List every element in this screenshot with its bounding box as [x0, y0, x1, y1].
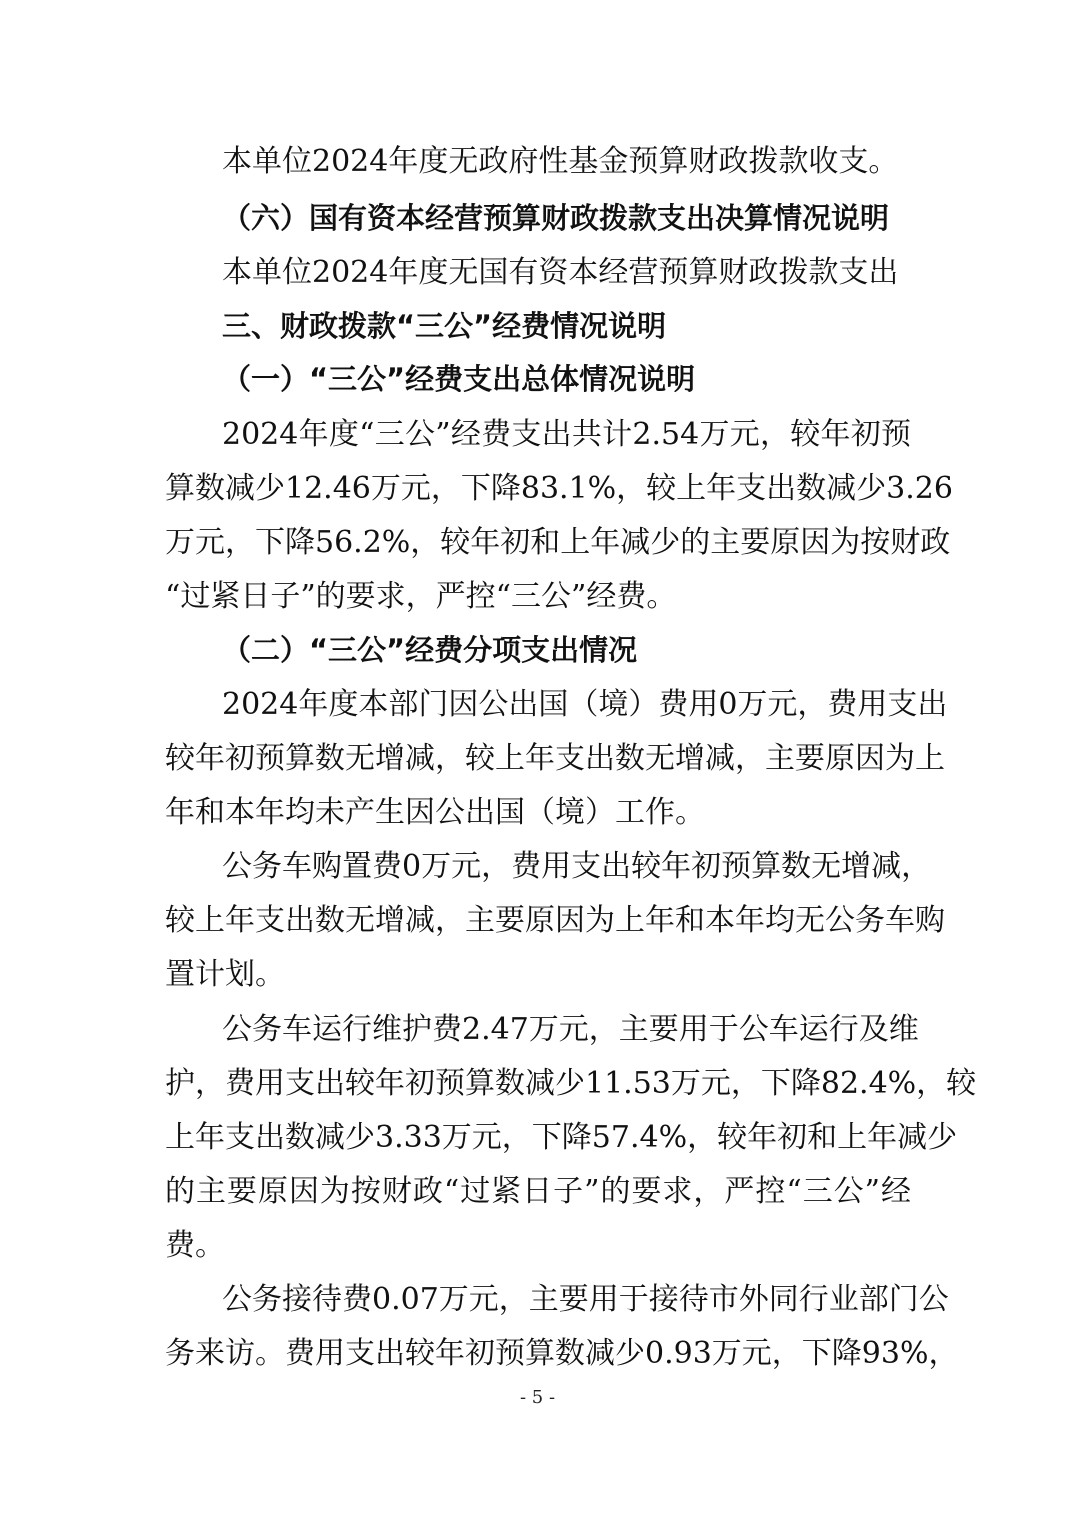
section-heading: （一）“三公”经费支出总体情况说明 — [222, 362, 696, 396]
paragraph-line: 年和本年均未产生因公出国（境）工作。 — [165, 795, 705, 830]
paragraph-line: 本单位2024年度无国有资本经营预算财政拨款支出 — [222, 255, 899, 290]
paragraph-line: 本单位2024年度无政府性基金预算财政拨款收支。 — [222, 144, 899, 179]
section-heading: （二）“三公”经费分项支出情况 — [222, 633, 638, 667]
paragraph-line: 2024年度“三公”经费支出共计2.54万元，较年初预 — [222, 417, 911, 452]
paragraph-line: 万元，下降56.2%，较年初和上年减少的主要原因为按财政 — [165, 525, 951, 560]
paragraph-line: 的主要原因为按财政“过紧日子”的要求，严控“三公”经 — [165, 1174, 911, 1209]
section-heading: （六）国有资本经营预算财政拨款支出决算情况说明 — [222, 201, 890, 235]
paragraph-line: 较年初预算数无增减，较上年支出数无增减，主要原因为上 — [165, 741, 945, 776]
paragraph-line: “过紧日子”的要求，严控“三公”经费。 — [165, 579, 677, 614]
section-heading: 三、财政拨款“三公”经费情况说明 — [222, 309, 667, 343]
paragraph-line: 2024年度本部门因公出国（境）费用0万元，费用支出 — [222, 687, 948, 722]
paragraph-line: 置计划。 — [165, 957, 285, 992]
paragraph-line: 务来访。费用支出较年初预算数减少0.93万元，下降93%， — [165, 1336, 959, 1371]
page-number: - 5 - — [519, 1387, 556, 1408]
paragraph-line: 公务车运行维护费2.47万元，主要用于公车运行及维 — [222, 1012, 919, 1047]
paragraph-line: 护，费用支出较年初预算数减少11.53万元，下降82.4%，较 — [165, 1066, 977, 1101]
paragraph-line: 费。 — [165, 1228, 225, 1263]
paragraph-line: 公务接待费0.07万元，主要用于接待市外同行业部门公 — [222, 1282, 949, 1317]
paragraph-line: 公务车购置费0万元，费用支出较年初预算数无增减， — [222, 849, 932, 884]
paragraph-line: 算数减少12.46万元，下降83.1%，较上年支出数减少3.26 — [165, 471, 953, 506]
paragraph-line: 上年支出数减少3.33万元，下降57.4%，较年初和上年减少 — [165, 1120, 958, 1155]
paragraph-line: 较上年支出数无增减，主要原因为上年和本年均无公务车购 — [165, 903, 945, 938]
